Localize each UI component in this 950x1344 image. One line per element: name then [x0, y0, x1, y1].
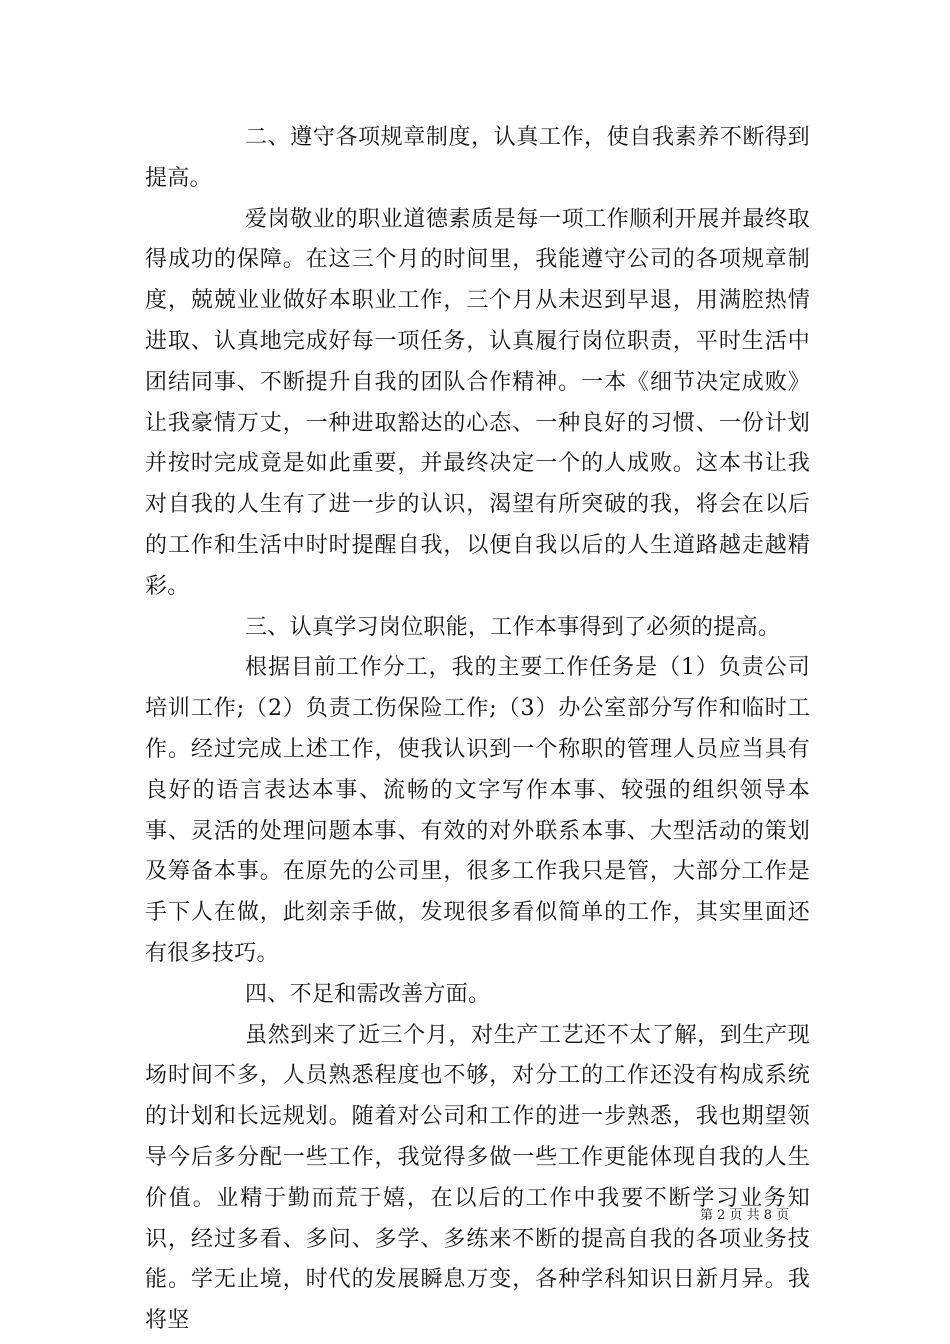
- heading-section-3: 三、认真学习岗位职能，工作本事得到了必须的提高。: [245, 614, 781, 640]
- body-text: [145, 118, 810, 1342]
- heading-section-4: 四、不足和需改善方面。: [245, 981, 491, 1007]
- heading-section-2: 二、遵守各项规章制度，认真工作，使自我素养不断得到提高。: [145, 125, 810, 191]
- paragraph-professional-ethics: 爱岗敬业的职业道德素质是每一项工作顺利开展并最终取得成功的保障。在这三个月的时间里，我能遵守公司的各项规章制度，兢兢业业做好本职业工作，三个月从未迟到早退，用满腔热情进取、认真地完成好每一项任务，认真履行岗位职责，平时生活中团结同事、不断提升自我的团队合作精神。一本《细节决定成败》让我豪情万丈，一种进取豁达的心态、一种良好的习惯、一份计划并按时完成竟是如此重要，并最终决定一个的人成败。这本书让我对自我的人生有了进一步的认识，渴望有所突破的我，将会在以后的工作和生活中时时提醒自我，以便自我以后的人生道路越走越精彩。: [145, 206, 810, 599]
- paragraph-improvements: 虽然到来了近三个月，对生产工艺还不太了解，到生产现场时间不多，人员熟悉程度也不够，对分工的工作还没有构成系统的计划和长远规划。随着对公司和工作的进一步熟悉，我也期望领导今后多分配一些工作，我觉得多做一些工作更能体现自我的人生价值。业精于勤而荒于嬉，在以后的工作中我要不断学习业务知识，经过多看、多问、多学、多练来不断的提高自我的各项业务技能。学无止境，时代的发展瞬息万变，各种学科知识日新月异。我将坚: [145, 1022, 810, 1334]
- paragraph-job-duties: 根据目前工作分工，我的主要工作任务是（1）负责公司培训工作;（2）负责工伤保险工作;（3）办公室部分写作和临时工作。经过完成上述工作，使我认识到一个称职的管理人员应当具有良好的语言表达本事、流畅的文字写作本事、较强的组织领导本事、灵活的处理问题本事、有效的对外联系本事、大型活动的策划及筹备本事。在原先的公司里，很多工作我只是管，大部分工作是手下人在做，此刻亲手做，发现很多看似简单的工作，其实里面还有很多技巧。: [145, 655, 810, 966]
- page-number-footer: 第 2 页 共 8 页: [700, 1208, 790, 1223]
